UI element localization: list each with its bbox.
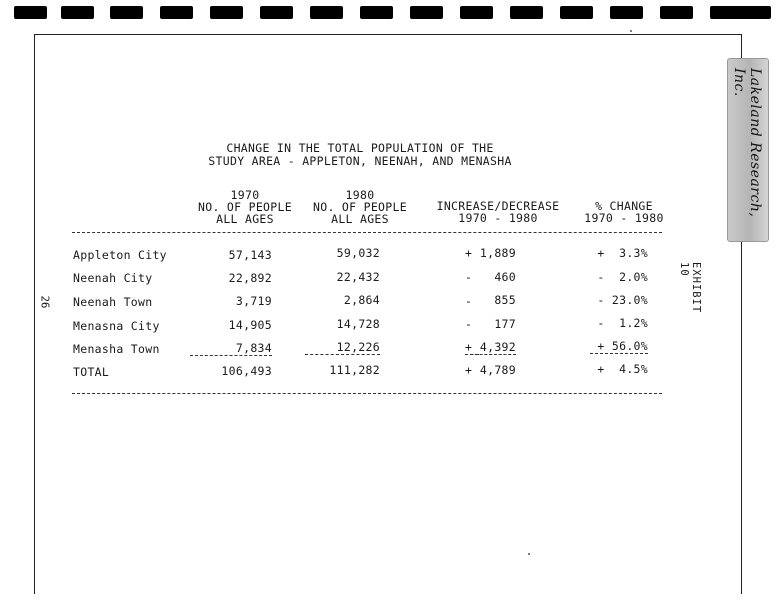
perforation-hole	[510, 6, 543, 19]
pop-1970: 7,834	[190, 341, 272, 356]
change-sign: +	[465, 363, 473, 377]
pop-1980: 12,226	[305, 340, 380, 355]
row-label: TOTAL	[73, 365, 110, 379]
perforation-hole	[738, 6, 771, 19]
change-sign: -	[465, 270, 473, 284]
pop-1980: 111,282	[329, 363, 380, 377]
perforation-hole	[160, 6, 193, 19]
pop-1980: 59,032	[336, 246, 380, 260]
page-number: 26	[38, 295, 51, 309]
perforation-hole	[110, 6, 143, 19]
header-divider	[72, 232, 662, 233]
header-percent-change: % CHANGE 1970 - 1980	[584, 199, 664, 225]
perforation-hole	[61, 6, 94, 19]
change-sign: +	[465, 340, 479, 355]
perforation-hole	[560, 6, 593, 19]
scan-speck	[630, 30, 632, 32]
row-label: Appleton City	[73, 248, 167, 262]
change-value: 460	[494, 270, 516, 284]
header-increase-decrease: INCREASE/DECREASE 1970 - 1980	[436, 199, 560, 225]
perforation-hole	[610, 6, 643, 19]
perforation-hole	[14, 6, 47, 19]
pop-1980: 14,728	[336, 317, 380, 331]
row-label: Menasha Town	[73, 342, 160, 356]
percent-change: - 23.0%	[597, 293, 648, 307]
perforation-hole	[210, 6, 243, 19]
perforation-hole	[460, 6, 493, 19]
header-1970: 1970 NO. OF PEOPLE ALL AGES	[198, 188, 292, 226]
perforation-hole	[310, 6, 343, 19]
row-label: Neenah City	[73, 271, 153, 285]
change-value: 855	[494, 293, 516, 307]
perforation-hole	[410, 6, 443, 19]
change-value: 4,392	[470, 340, 516, 355]
page-frame	[34, 34, 742, 594]
pop-1970: 57,143	[228, 248, 272, 262]
perforation-hole	[660, 6, 693, 19]
pop-1970: 22,892	[228, 271, 272, 285]
perforation-strip	[0, 6, 777, 20]
footer-divider	[72, 393, 662, 394]
percent-change: - 1.2%	[597, 316, 648, 330]
row-label: Menasna City	[73, 319, 160, 333]
table-title-line-1: CHANGE IN THE TOTAL POPULATION OF THE	[226, 141, 494, 155]
change-value: 1,889	[479, 246, 516, 260]
change-sign: -	[465, 317, 473, 331]
pop-1980: 22,432	[336, 270, 380, 284]
change-sign: -	[465, 294, 473, 308]
row-label: Neenah Town	[73, 295, 153, 309]
pop-1970: 14,905	[228, 318, 272, 332]
percent-change: + 56.0%	[590, 339, 648, 354]
change-value: 177	[494, 317, 516, 331]
percent-change: + 3.3%	[597, 246, 648, 260]
perforation-hole	[260, 6, 293, 19]
tab-label: Lakeland Research, Inc.	[731, 68, 763, 218]
exhibit-label: EXHIBIT 10	[678, 262, 702, 314]
change-value: 4,789	[479, 363, 516, 377]
pop-1970: 106,493	[221, 364, 272, 378]
percent-change: + 4.5%	[597, 362, 648, 376]
scan-speck	[528, 553, 530, 555]
perforation-hole	[360, 6, 393, 19]
percent-change: - 2.0%	[597, 270, 648, 284]
pop-1970: 3,719	[235, 294, 272, 308]
table-title-line-2: STUDY AREA - APPLETON, NEENAH, AND MENASHA	[208, 154, 512, 168]
header-1980: 1980 NO. OF PEOPLE ALL AGES	[313, 188, 407, 226]
change-sign: +	[465, 246, 473, 260]
pop-1980: 2,864	[343, 293, 380, 307]
